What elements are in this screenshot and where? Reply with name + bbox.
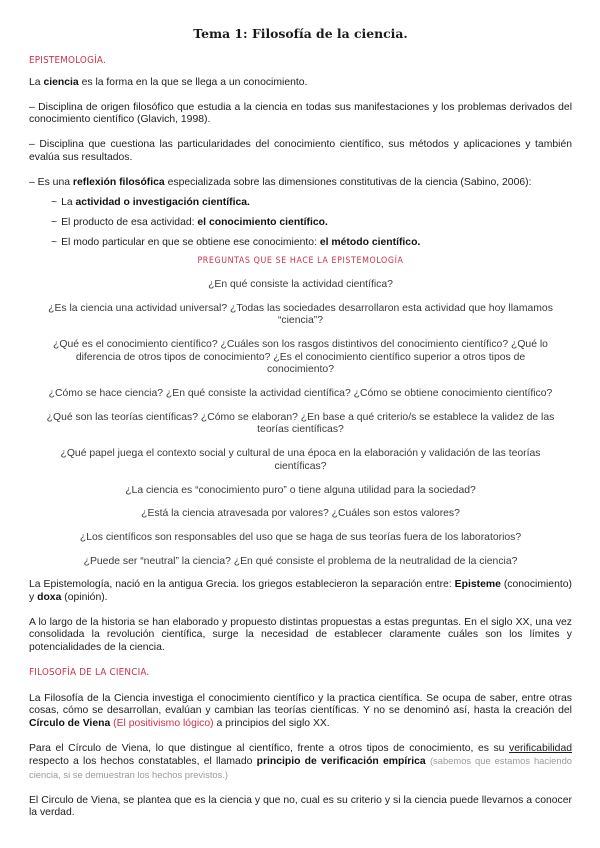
section-heading-epistemologia: EPISTEMOLOGÍA. [29,55,106,67]
section-heading-preguntas: PREGUNTAS QUE SE HACE LA EPISTEMOLOGÍA [197,256,404,267]
text-span: (opinión). [61,591,108,603]
question-item: ¿Puede ser “neutral” la ciencia? ¿En qué consiste el problema de la neutralidad de la ciencia? [83,555,518,567]
text-span: a principios del siglo XX. [213,718,330,730]
underlined-term: verificabilidad [509,742,572,754]
text-span: La Filosofía de la Ciencia investiga el conocimiento científico y la practica científica. Se ocupa de saber, entre otras cosas, cómo se desarrollan, evalúan y cambian las teorías científicas. Y no se denominó así, hasta la creación del [29,692,572,717]
tilde-bullet: ~ [51,197,58,209]
paragraph-historia: A lo largo de la historia se han elaborado y propuesto distintas propuestas a estas preguntas. En el siglo XX, una vez consolidada la revolución científica, surge la necesidad de establecer claramente cuáles son los límites y potencialidades de la ciencia. [29,616,572,654]
text-span: El modo particular en que se obtiene ese conocimiento: [61,236,320,248]
list-item [51,197,572,210]
text-span: (conocimiento) y [29,579,572,603]
question-item: ¿Está la ciencia atravesada por valores? ¿Cuáles son estos valores? [141,508,460,520]
text-span: El producto de esa actividad: [61,216,198,228]
question-item: ¿Qué papel juega el contexto social y cultural de una época en la elaboración y validación de las teorías científicas? [60,448,541,472]
paragraph-filosofia [29,693,572,731]
bold-term: reflexión filosófica [72,176,165,188]
question-item: ¿La ciencia es “conocimiento puro” o tiene alguna utilidad para la sociedad? [125,484,476,496]
paragraph-disciplina-1: – Disciplina de origen filosófico que estudia a la ciencia en todas sus manifestaciones y los problemas derivados del conocimiento científico (Glavich, 1998). [29,101,572,126]
list-item [51,217,572,230]
question-item: ¿Es la ciencia una actividad universal? ¿Todas las sociedades desarrollaron esta actividad que hoy llamamos “ciencia”? [48,302,553,327]
text-span: La [29,77,44,89]
paragraph-disciplina-2: – Disciplina que cuestiona las particularidades del conocimiento científico, sus métodos y aplicaciones y también evalúa sus resultados. [29,139,572,163]
bold-term: Episteme [454,579,501,591]
paragraph-verdad: El Circulo de Viena, se plantea que es la ciencia y que no, cual es su criterio y si la ciencia puede llevarnos a conocer la verdad. [29,794,572,819]
bold-term: actividad o investigación científica. [75,197,250,209]
paragraph-circulo-viena [29,743,572,783]
list-item [51,237,572,250]
bold-term: doxa [37,591,62,603]
tilde-bullet: ~ [51,236,58,248]
text-span: La Epistemología, nació en la antigua Grecia. los griegos establecieron la separación entre: [29,579,455,591]
bold-term: el conocimiento científico. [197,216,328,228]
question-item: ¿Qué es el conocimiento científico? ¿Cuáles son los rasgos distintivos del conocimiento científico? ¿Qué lo diferencia de otros tipos de conocimiento? ¿Es el conocimiento científico superior a otros tipos de conocimiento? [53,339,548,376]
dimensions-list [51,197,572,249]
question-item: ¿Cómo se hace ciencia? ¿En qué consiste la actividad científica? ¿Cómo se obtiene conocimiento científico? [48,388,553,400]
question-item: ¿Qué son las teorías científicas? ¿Cómo se elaboran? ¿En base a qué criterio/s se establece la validez de las teorías científicas? [46,411,555,436]
gray-note: (sabemos que estamos haciendo ciencia, si se demuestran los hechos previstos.) [29,755,573,781]
paragraph-reflexion [29,177,572,190]
text-span: especializada sobre las dimensiones constitutivas de la ciencia (Sabino, 2006): [164,176,532,188]
text-span: Para el Círculo de Viena, lo que distingue al científico, frente a otros tipos de conocimiento, es su [29,742,510,754]
text-span: respecto a los hechos constatables, el llamado [29,756,257,768]
bold-term: Círculo de Viena [29,718,111,730]
tilde-bullet: ~ [51,216,58,228]
bold-term: ciencia [43,77,79,89]
bold-term: el método científico. [319,236,421,248]
page-title: Tema 1: Filosofía de la ciencia. [193,26,408,41]
paragraph-ciencia [29,77,572,90]
text-span: – Es una [29,176,73,188]
section-heading-filosofia: FILOSOFÍA DE LA CIENCIA. [29,666,150,678]
highlight-red: (El positivismo lógico) [113,718,214,730]
text-span: La [61,197,76,209]
question-item: ¿Los científicos son responsables del uso que se haga de sus teorías fuera de los laboratorios? [79,531,522,543]
text-span: es la forma en la que se llega a un conocimiento. [78,77,308,89]
question-item: ¿En qué consiste la actividad científica? [208,278,393,290]
bold-term: principio de verificación empírica [256,756,426,768]
paragraph-grecia [29,579,572,604]
